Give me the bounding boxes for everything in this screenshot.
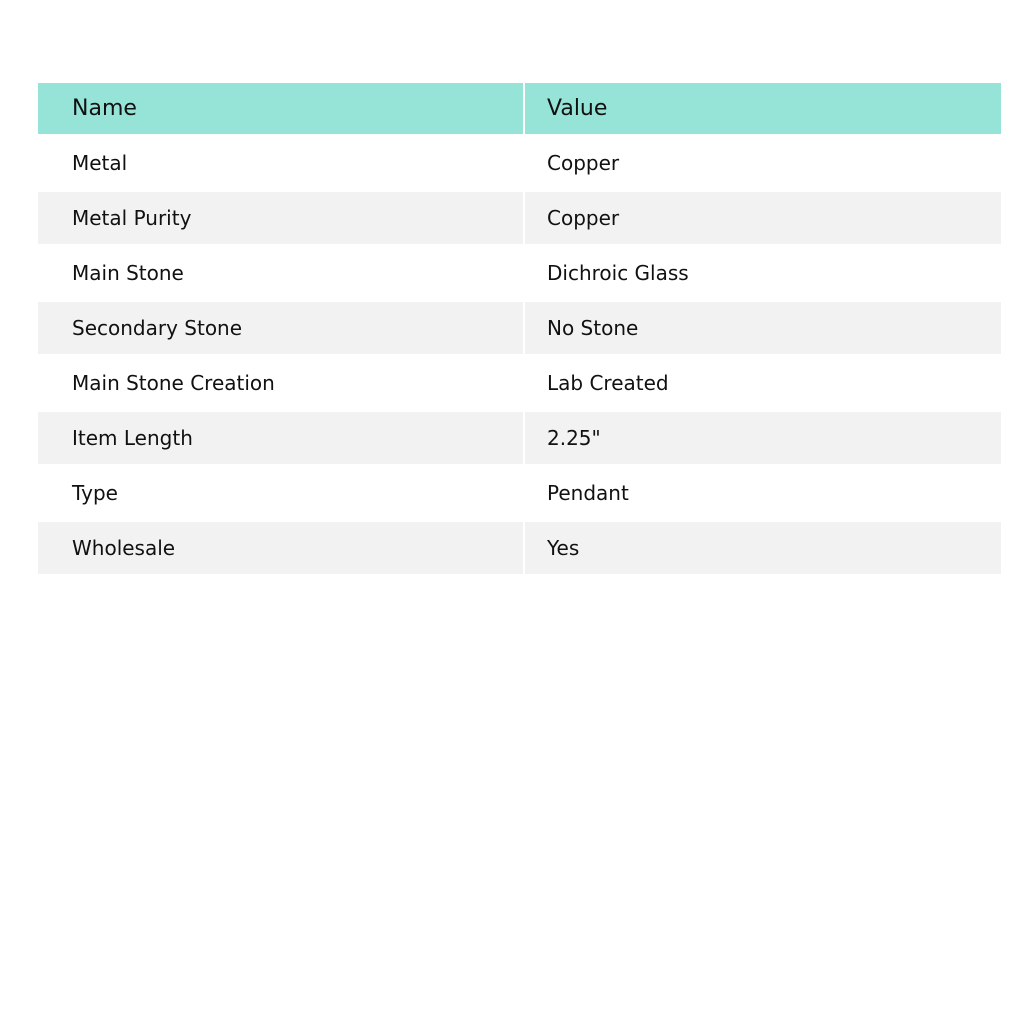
spec-table bbox=[38, 83, 1001, 574]
row-value-cell: No Stone bbox=[524, 302, 1001, 354]
spec-table-container bbox=[38, 83, 1001, 574]
table-row bbox=[38, 354, 1001, 412]
row-name-cell: Type bbox=[38, 464, 524, 522]
table-row bbox=[38, 192, 1001, 244]
header-row bbox=[38, 83, 1001, 134]
row-name-cell: Main Stone Creation bbox=[38, 354, 524, 412]
table-row bbox=[38, 302, 1001, 354]
table-row bbox=[38, 522, 1001, 574]
row-name-cell: Main Stone bbox=[38, 244, 524, 302]
row-value-cell: Lab Created bbox=[524, 354, 1001, 412]
row-value-cell: Yes bbox=[524, 522, 1001, 574]
row-name-cell: Wholesale bbox=[38, 522, 524, 574]
row-name-cell: Metal Purity bbox=[38, 192, 524, 244]
table-row bbox=[38, 412, 1001, 464]
row-value-cell: 2.25" bbox=[524, 412, 1001, 464]
table-row bbox=[38, 134, 1001, 192]
row-name-cell: Item Length bbox=[38, 412, 524, 464]
table-body bbox=[38, 134, 1001, 574]
row-value-cell: Copper bbox=[524, 134, 1001, 192]
name-column-header: Name bbox=[38, 83, 524, 134]
row-name-cell: Secondary Stone bbox=[38, 302, 524, 354]
table-row bbox=[38, 244, 1001, 302]
row-name-cell: Metal bbox=[38, 134, 524, 192]
row-value-cell: Copper bbox=[524, 192, 1001, 244]
row-value-cell: Pendant bbox=[524, 464, 1001, 522]
value-column-header: Value bbox=[524, 83, 1001, 134]
table-row bbox=[38, 464, 1001, 522]
row-value-cell: Dichroic Glass bbox=[524, 244, 1001, 302]
table-header bbox=[38, 83, 1001, 134]
